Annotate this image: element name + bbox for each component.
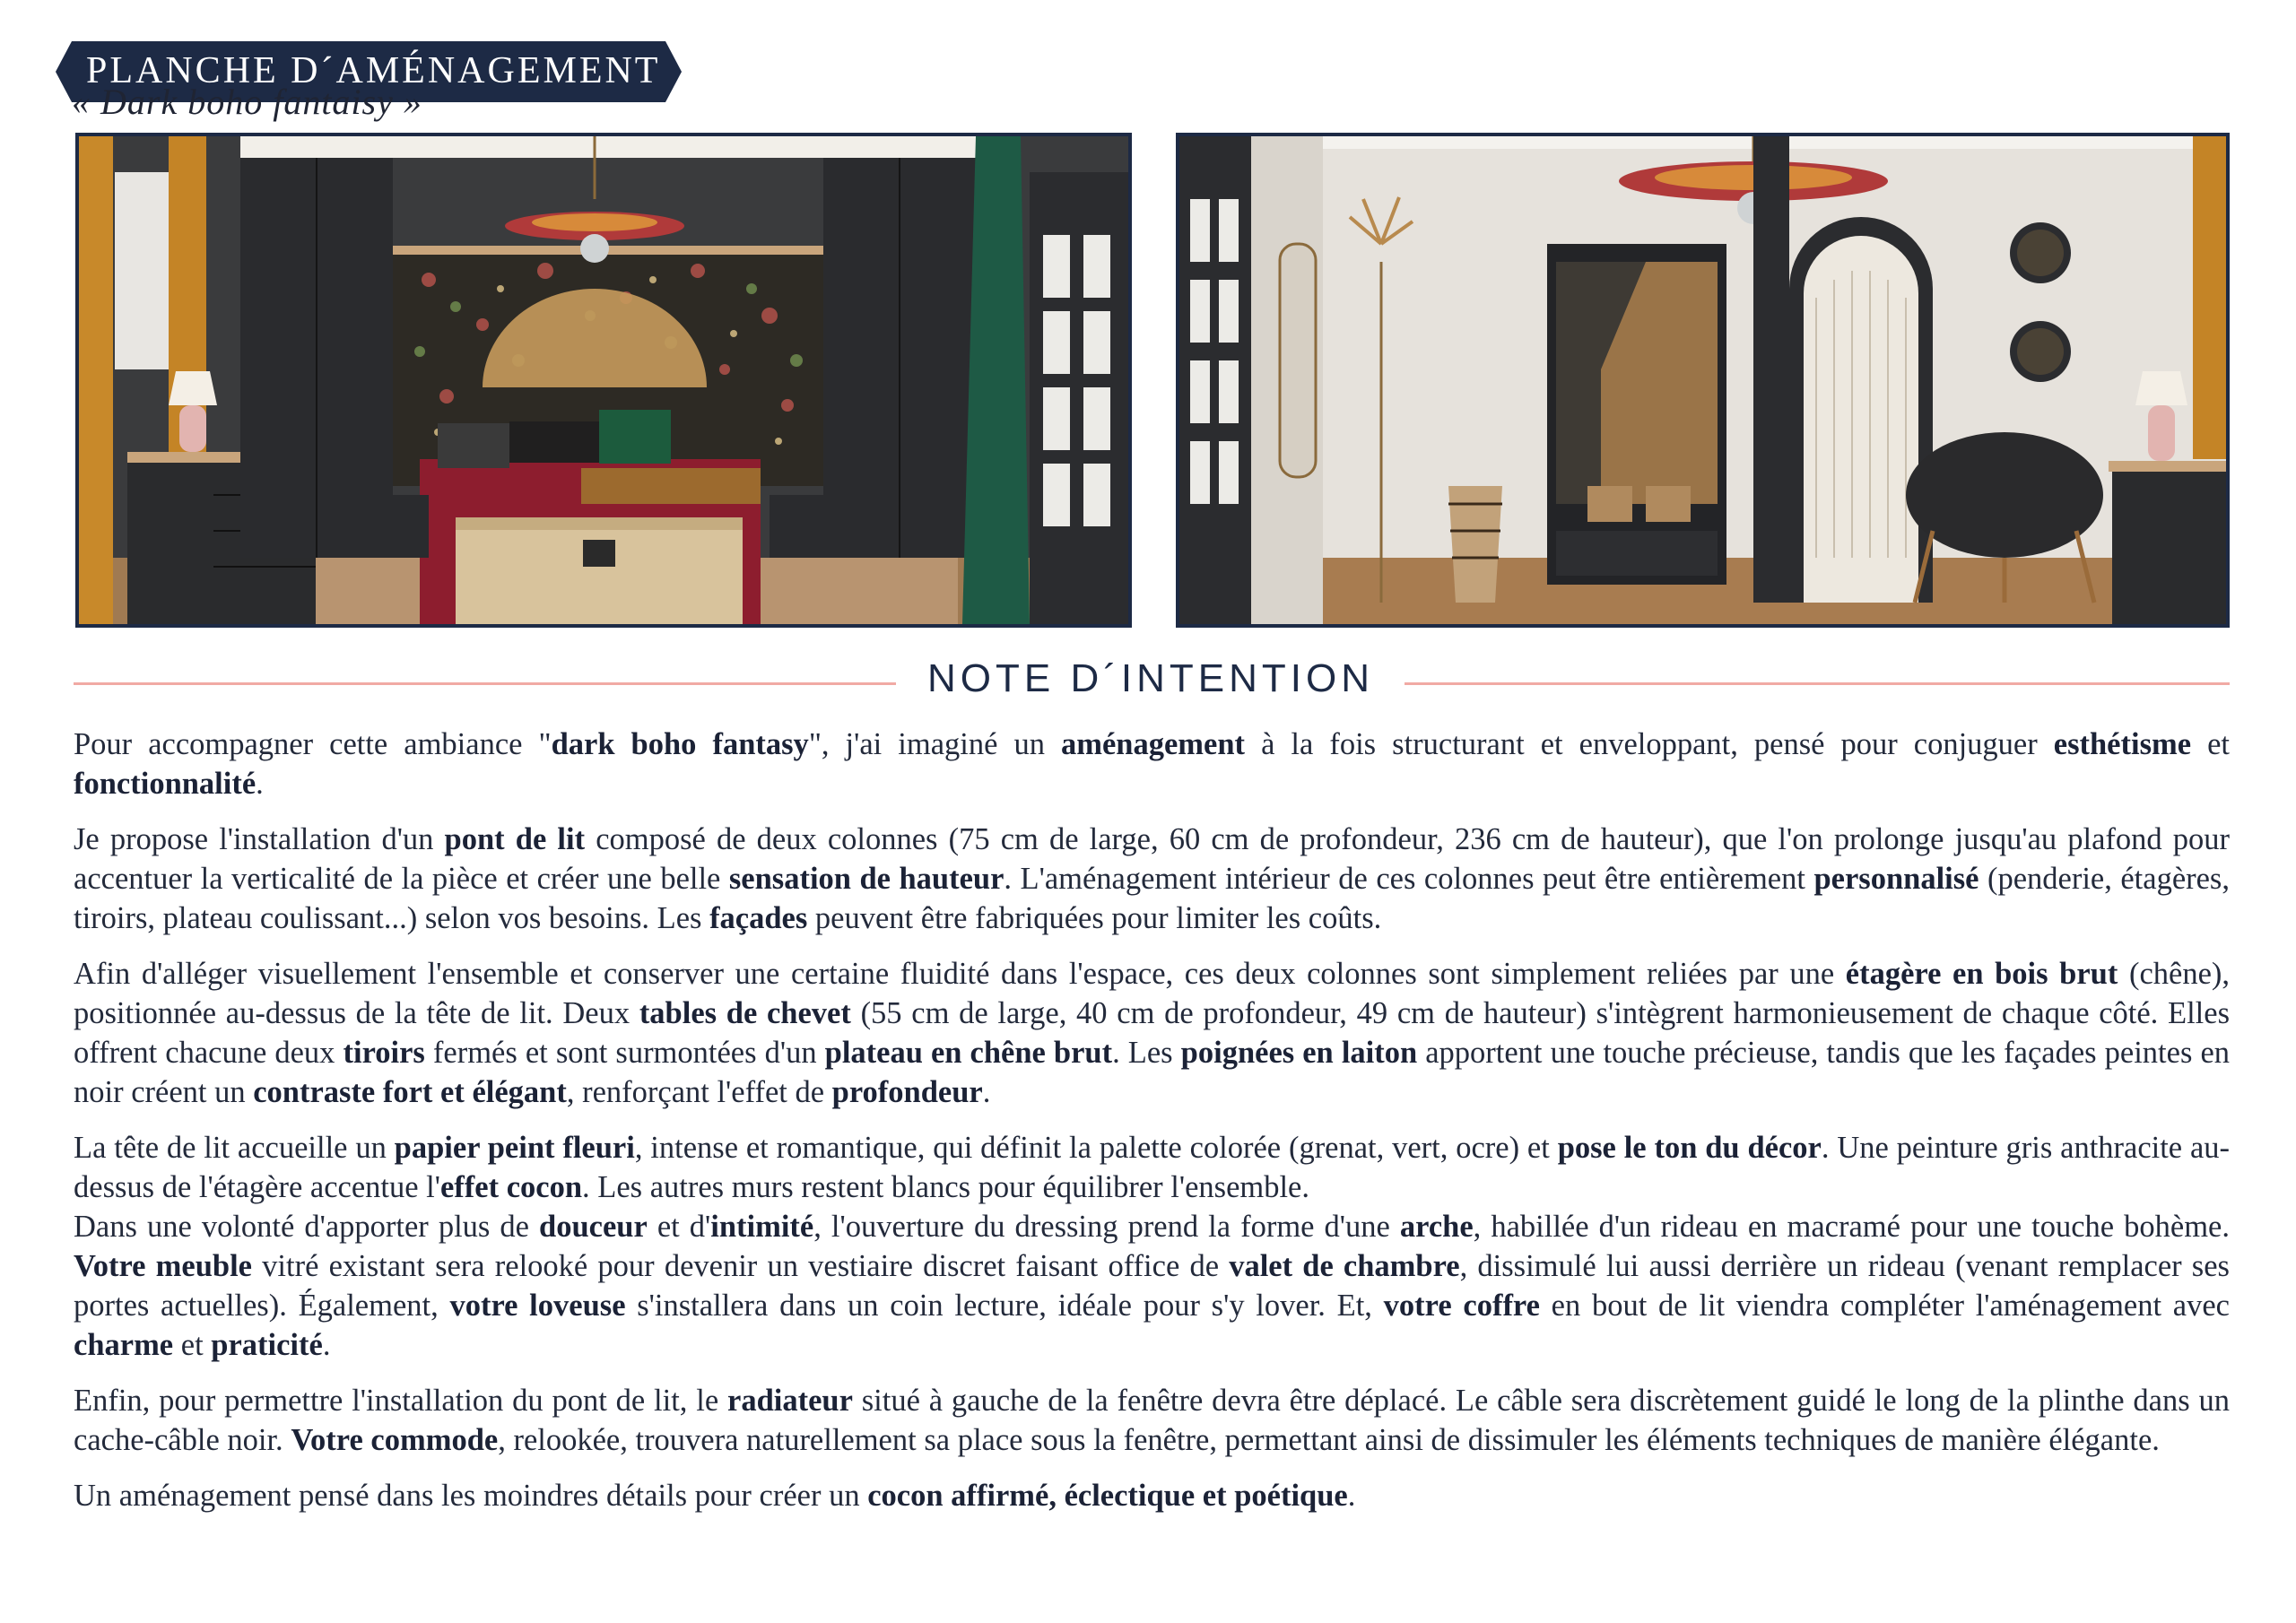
paragraph-intro: Pour accompagner cette ambiance "dark boho fantasy", j'ai imaginé un aménagement à la fois structurant et enveloppant, pensé pour conjuguer esthétisme et fonctionnalité.	[74, 727, 2230, 801]
render-dressing-view	[1176, 133, 2230, 628]
intention-text	[74, 725, 2230, 1532]
paragraph-papier-peint: La tête de lit accueille un papier peint fleuri, intense et romantique, qui définit la palette colorée (grenat, vert, ocre) et pose le ton du décor. Une peinture gris anthracite au-dessus de l'étagère accentue l'effet cocon. Les autres murs restent blancs pour équilibrer l'ensemble.	[74, 1131, 2231, 1204]
paragraph-conclusion: Un aménagement pensé dans les moindres détails pour créer un cocon affirmé, éclectique et poétique.	[74, 1479, 1356, 1513]
page-subtitle: « Dark boho fantaisy »	[72, 82, 422, 122]
paragraph-radiateur: Enfin, pour permettre l'installation du pont de lit, le radiateur situé à gauche de la fenêtre devra être déplacé. Le câble sera discrètement guidé le long de la plinthe dans un cache-câble noir. Votre commode, relookée, trouvera naturellement sa place sous la fenêtre, permettant ainsi de dissimuler les éléments techniques de manière élégante.	[74, 1384, 2230, 1457]
paragraph-pont-de-lit: Je propose l'installation d'un pont de lit composé de deux colonnes (75 cm de large, 60 cm de profondeur, 236 cm de hauteur), que l'on prolonge jusqu'au plafond pour accentuer la verticalité de la pièce et créer une belle sensation de hauteur. L'aménagement intérieur de ces colonnes peut être entièrement personnalisé (penderie, étagères, tiroirs, plateau coulissant...) selon vos besoins. Les façades peuvent être fabriquées pour limiter les coûts.	[74, 822, 2231, 935]
title-rule-left	[74, 682, 896, 685]
title-rule-right	[1405, 682, 2230, 685]
page-title: PLANCHE D´AMÉNAGEMENT	[86, 50, 661, 91]
paragraph-dressing: Dans une volonté d'apporter plus de douceur et d'intimité, l'ouverture du dressing prend la forme d'une arche, habillée d'un rideau en macramé pour une touche bohème. Votre meuble vitré existant sera relooké pour devenir un vestiaire discret faisant office de valet de chambre, dissimulé lui aussi derrière un rideau (venant remplacer ses portes actuelles). Également, votre loveuse s'installera dans un coin lecture, idéale pour s'y lover. Et, votre coffre en bout de lit viendra compléter l'aménagement avec charme et praticité.	[74, 1210, 2230, 1362]
paragraph-etagere-chevets: Afin d'alléger visuellement l'ensemble et conserver une certaine fluidité dans l'espace, ces deux colonnes sont simplement reliées par une étagère en bois brut (chêne), positionnée au-dessus de la tête de lit. Deux tables de chevet (55 cm de large, 40 cm de profondeur, 49 cm de hauteur) s'intègrent harmonieusement de chaque côté. Elles offrent chacune deux tiroirs fermés et sont surmontées d'un plateau en chêne brut. Les poignées en laiton apportent une touche précieuse, tandis que les façades peintes en noir créent un contraste fort et élégant, renforçant l'effet de profondeur.	[74, 957, 2231, 1109]
render-headboard-view	[75, 133, 1132, 628]
section-title: NOTE D´INTENTION	[927, 656, 1374, 700]
